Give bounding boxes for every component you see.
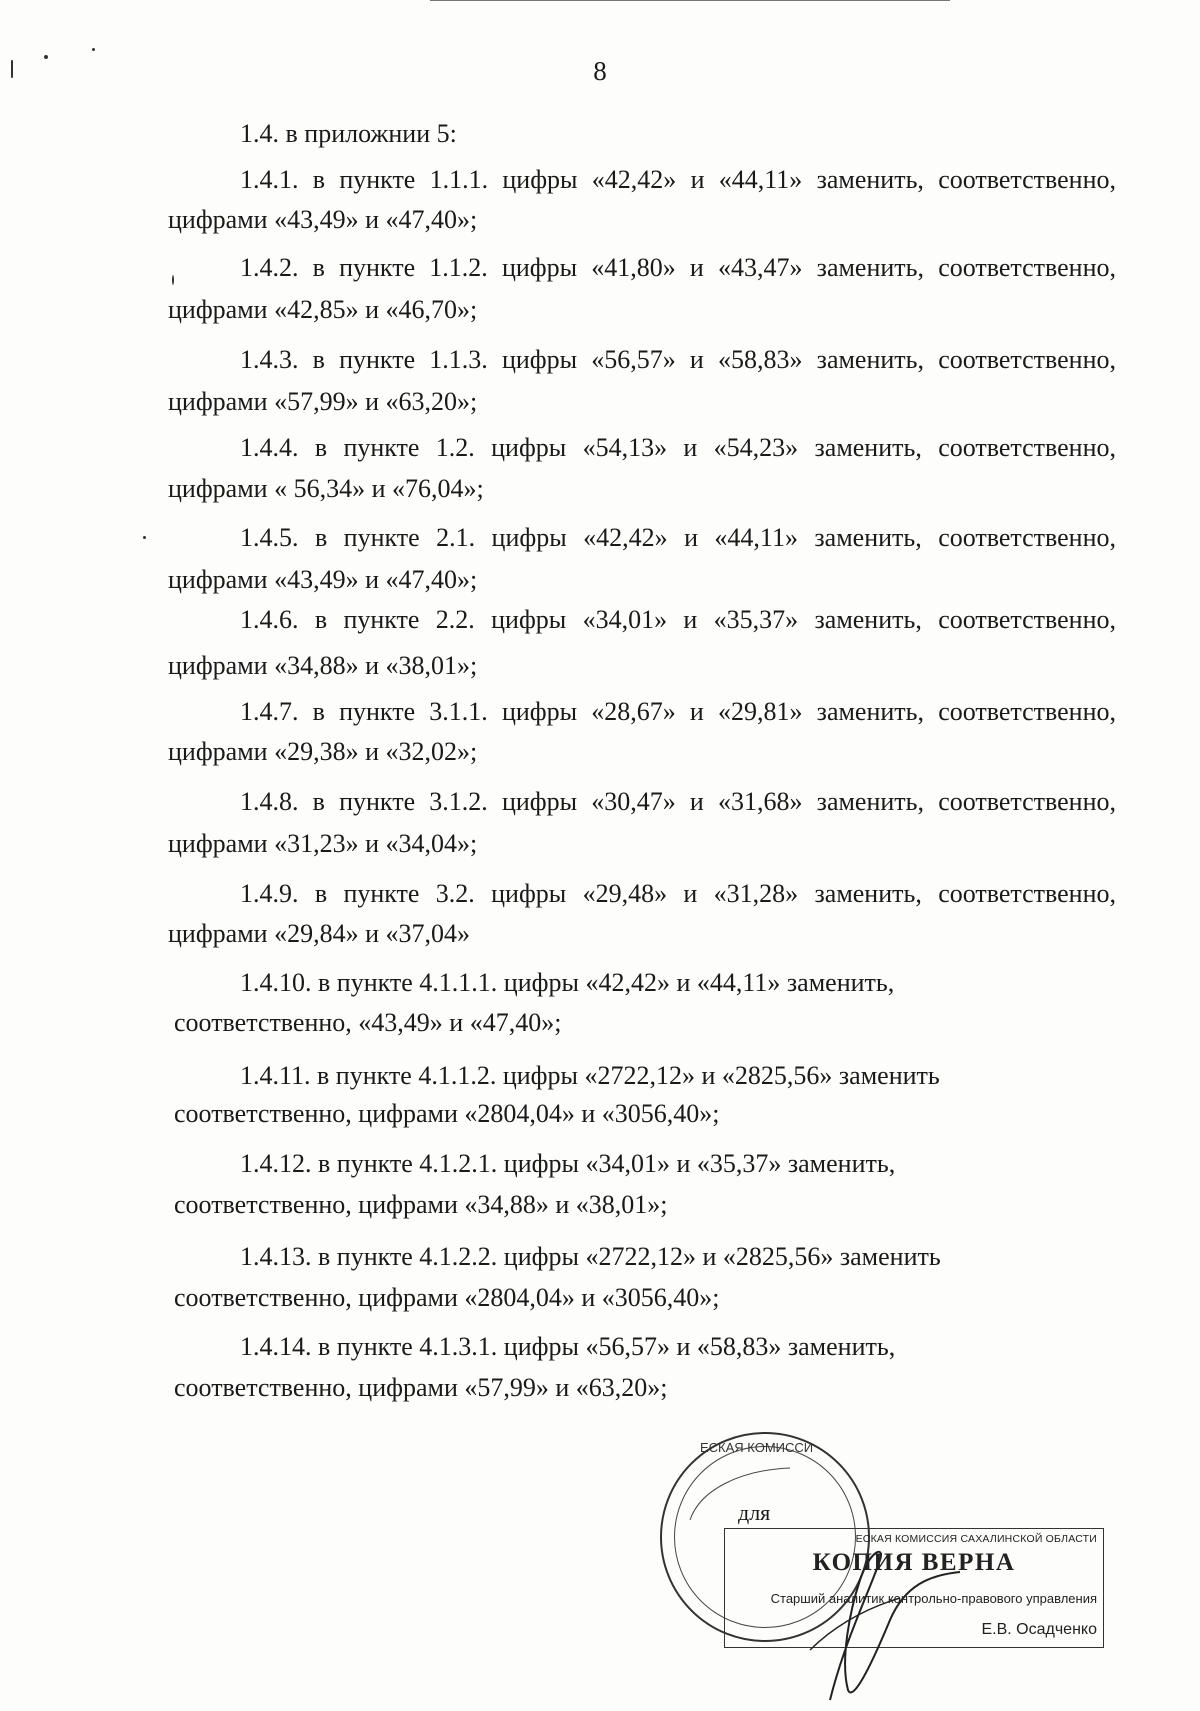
stamp-for-documents: для <box>738 1500 771 1525</box>
amendment-item-line: 1.4.1. в пункте 1.1.1. цифры «42,42» и «44,11» заменить, соответственно, <box>240 165 1116 194</box>
amendment-item-continuation: цифрами « 56,34» и «76,04»; <box>168 474 484 503</box>
amendment-item-line: 1.4.8. в пункте 3.1.2. цифры «30,47» и «31,68» заменить, соответственно, <box>240 787 1116 816</box>
amendment-item-line: 1.4.12. в пункте 4.1.2.1. цифры «34,01» и «35,37» заменить, <box>240 1149 896 1178</box>
stamp-copy-label: КОПИЯ ВЕРНА <box>812 1549 1016 1576</box>
amendment-item-continuation: соответственно, цифрами «57,99» и «63,20»; <box>174 1373 668 1402</box>
amendment-item-continuation: соответственно, «43,49» и «47,40»; <box>174 1008 562 1037</box>
amendment-item-continuation: соответственно, цифрами «2804,04» и «3056,40»; <box>174 1099 720 1128</box>
section-heading: 1.4. в приложнии 5: <box>240 119 457 148</box>
amendment-item-continuation: цифрами «34,88» и «38,01»; <box>168 651 478 680</box>
amendment-item-continuation: соответственно, цифрами «2804,04» и «3056,40»; <box>174 1283 720 1312</box>
amendment-item-line: 1.4.2. в пункте 1.1.2. цифры «41,80» и «43,47» заменить, соответственно, <box>240 253 1116 282</box>
amendment-item-continuation: цифрами «29,38» и «32,02»; <box>168 737 478 766</box>
stamp-signatory-name: Е.В. Осадченко <box>981 1621 1097 1638</box>
amendment-item-continuation: цифрами «42,85» и «46,70»; <box>168 295 478 324</box>
amendment-item-line: 1.4.5. в пункте 2.1. цифры «42,42» и «44,11» заменить, соответственно, <box>240 523 1116 552</box>
amendment-item-continuation: соответственно, цифрами «34,88» и «38,01»; <box>174 1190 668 1219</box>
amendment-item-line: 1.4.13. в пункте 4.1.2.2. цифры «2722,12» и «2825,56» заменить <box>240 1242 941 1271</box>
amendment-item-line: 1.4.4. в пункте 1.2. цифры «54,13» и «54,23» заменить, соответственно, <box>240 433 1116 462</box>
stamp-seal-text: ЕСКАЯ КОМИССИ <box>700 1440 814 1455</box>
amendment-item-line: 1.4.3. в пункте 1.1.3. цифры «56,57» и «58,83» заменить, соответственно, <box>240 345 1116 374</box>
amendment-item-continuation: цифрами «43,49» и «47,40»; <box>168 565 478 594</box>
amendment-item-line: 1.4.9. в пункте 3.2. цифры «29,48» и «31,28» заменить, соответственно, <box>240 879 1116 908</box>
amendment-item-line: 1.4.7. в пункте 3.1.1. цифры «28,67» и «29,81» заменить, соответственно, <box>240 697 1116 726</box>
amendment-item-continuation: цифрами «43,49» и «47,40»; <box>168 205 478 234</box>
amendment-item-continuation: цифрами «31,23» и «34,04»; <box>168 829 478 858</box>
amendment-item-continuation: цифрами «57,99» и «63,20»; <box>168 387 478 416</box>
page-number: 8 <box>593 56 607 86</box>
amendment-item-continuation: цифрами «29,84» и «37,04» <box>168 919 470 948</box>
amendment-item-line: 1.4.6. в пункте 2.2. цифры «34,01» и «35,37» заменить, соответственно, <box>240 605 1116 634</box>
amendment-item-line: 1.4.14. в пункте 4.1.3.1. цифры «56,57» и «58,83» заменить, <box>240 1332 896 1361</box>
amendment-item-line: 1.4.11. в пункте 4.1.1.2. цифры «2722,12» и «2825,56» заменить <box>240 1061 940 1090</box>
stamp-position: Старший аналитик контрольно-правового управления <box>770 1591 1097 1606</box>
amendment-item-line: 1.4.10. в пункте 4.1.1.1. цифры «42,42» и «44,11» заменить, <box>240 968 895 997</box>
stamp-organization: ЕСКАЯ КОМИССИЯ САХАЛИНСКОЙ ОБЛАСТИ <box>855 1533 1097 1545</box>
